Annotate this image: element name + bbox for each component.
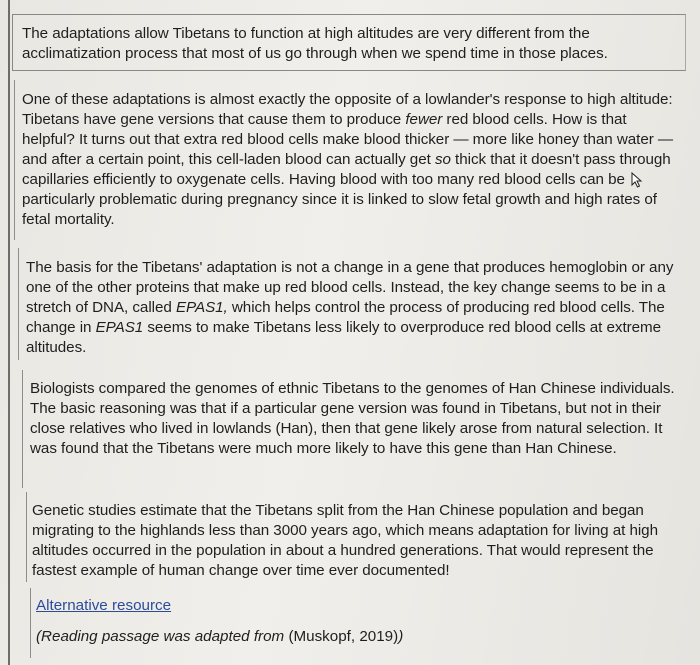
paragraph-border: [26, 492, 27, 582]
gene-name: EPAS1,: [175, 299, 228, 316]
paragraph-text: seems to make Tibetans less likely to overproduce red blood cells at extreme altitudes.: [26, 319, 662, 356]
mouse-cursor-icon: [630, 172, 644, 188]
paragraph-border: [18, 248, 19, 360]
paragraph-border: [14, 80, 15, 240]
paragraph-text: thick that it doesn't pass through capillaries efficiently to oxygenate cells. Having blood with too many red blood cells can be particularly problematic during pregnancy since it is linked to slow fetal growth and high rates of fetal mortality.: [22, 151, 671, 228]
paragraph-text: One of these adaptations is almost exactly the opposite of a lowlander's response to high altitude: Tibetans have gene versions that cause them to produce: [22, 91, 673, 128]
paragraph-genome-comparison: Biologists compared the genomes of ethnic Tibetans to the genomes of Han Chinese individuals. The basic reasoning was that if a particular gene version was found in Tibetans, but not in their close relatives who lived in lowlands (Han), then that gene likely arose from natural selection. It was found that the Tibetans were much more likely to have this gene than Han Chinese.: [30, 380, 675, 457]
emphasis-text: fewer: [405, 111, 443, 128]
paragraph-border: [22, 370, 23, 488]
paragraph-text: red blood cells. How is that helpful? It turns out that extra red blood cells make blood thicker — more like honey than water — and after a certain point, this cell-laden blood can actually get: [22, 111, 674, 168]
intro-paragraph: The adaptations allow Tibetans to function at high altitudes are very different from the acclimatization process that most of us go through when we spend time in those places.: [22, 25, 608, 62]
citation-source: (Muskopf, 2019): [288, 628, 399, 645]
paragraph-genetic-studies: Genetic studies estimate that the Tibetans split from the Han Chinese population and began migrating to the highlands less than 3000 years ago, which means adaptation for living at high altitudes occurred in the population in about a hundred generations. That would represent the fastest example of human change over time ever documented!: [32, 502, 658, 579]
link-row: [36, 597, 171, 615]
paragraph-red-blood-cells: [22, 90, 682, 230]
alternative-resource-link[interactable]: Alternative resource: [36, 597, 172, 614]
page-left-edge: [8, 0, 10, 665]
paragraph-text: The basis for the Tibetans' adaptation is not a change in a gene that produces hemoglobin or any one of the other proteins that make up red blood cells. Instead, the key change seems to be in a stretch of DNA, called: [26, 259, 674, 316]
citation-close: ): [398, 628, 404, 645]
citation-prefix: (Reading passage was adapted from: [36, 628, 289, 645]
paragraph-border: [30, 588, 31, 658]
citation: [36, 628, 403, 645]
paragraph-text: which helps control the process of producing red blood cells. The change in: [26, 299, 665, 336]
paragraph-epas1: [26, 258, 686, 358]
emphasis-text: so: [434, 151, 451, 168]
gene-name: EPAS1: [95, 319, 144, 336]
